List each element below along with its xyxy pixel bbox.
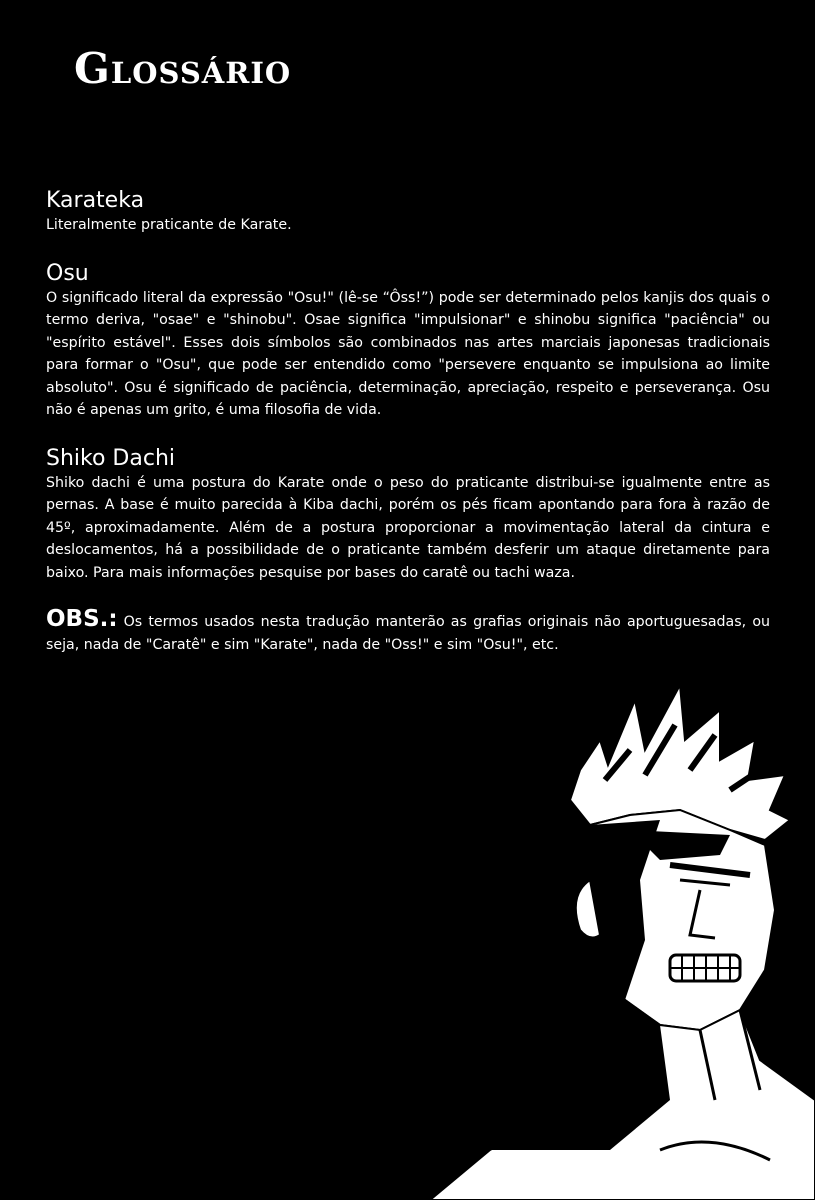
glossary-entry-osu bbox=[46, 261, 770, 422]
entry-term: Karateka bbox=[46, 188, 145, 213]
entry-definition: O significado literal da expressão "Osu!" (lê-se “Ôss!”) pode ser determinado pelos kanjis dos quais o termo deriva, "osae" e "shinobu". Osae significa "impulsionar" e shinobu significa "paciência" ou "espírito estável". Esses dois símbolos são combinados nas artes marciais japonesas tradicionais para formar o "Osu", que pode ser entendido como "persevere enquanto se impulsiona ao limite absoluto". Osu é significado de paciência, determinação, apreciação, respeito e perseverança. Osu não é apenas um grito, é uma filosofia de vida. bbox=[46, 289, 770, 418]
page-title: Glossário bbox=[74, 44, 292, 93]
karateka-portrait-illustration bbox=[430, 680, 815, 1200]
glossary-entry-karateka bbox=[46, 188, 770, 237]
obs-text: Os termos usados nesta tradução manterão as grafias originais não aportuguesadas, ou seja, nada de "Caratê" e sim "Karate", nada de "Oss!" e sim "Osu!", etc. bbox=[46, 614, 770, 653]
obs-note bbox=[46, 608, 770, 656]
entry-term: Osu bbox=[46, 260, 89, 286]
glossary-content bbox=[46, 188, 770, 656]
glossary-entry-shiko-dachi bbox=[46, 446, 770, 585]
entry-term: Shiko Dachi bbox=[46, 445, 176, 471]
entry-definition: Literalmente praticante de Karate. bbox=[46, 217, 292, 233]
entry-definition: Shiko dachi é uma postura do Karate onde o peso do praticante distribui-se igualmente entre as pernas. A base é muito parecida à Kiba dachi, porém os pés ficam apontando para fora à razão de 45º, aproximadamente. Além de a postura proporcionar a movimentação lateral da cintura e deslocamentos, há a possibilidade de o praticante também desferir um ataque diretamente para baixo. Para mais informações pesquise por bases do caratê ou tachi waza. bbox=[46, 474, 770, 581]
obs-label: OBS.: bbox=[46, 606, 118, 632]
